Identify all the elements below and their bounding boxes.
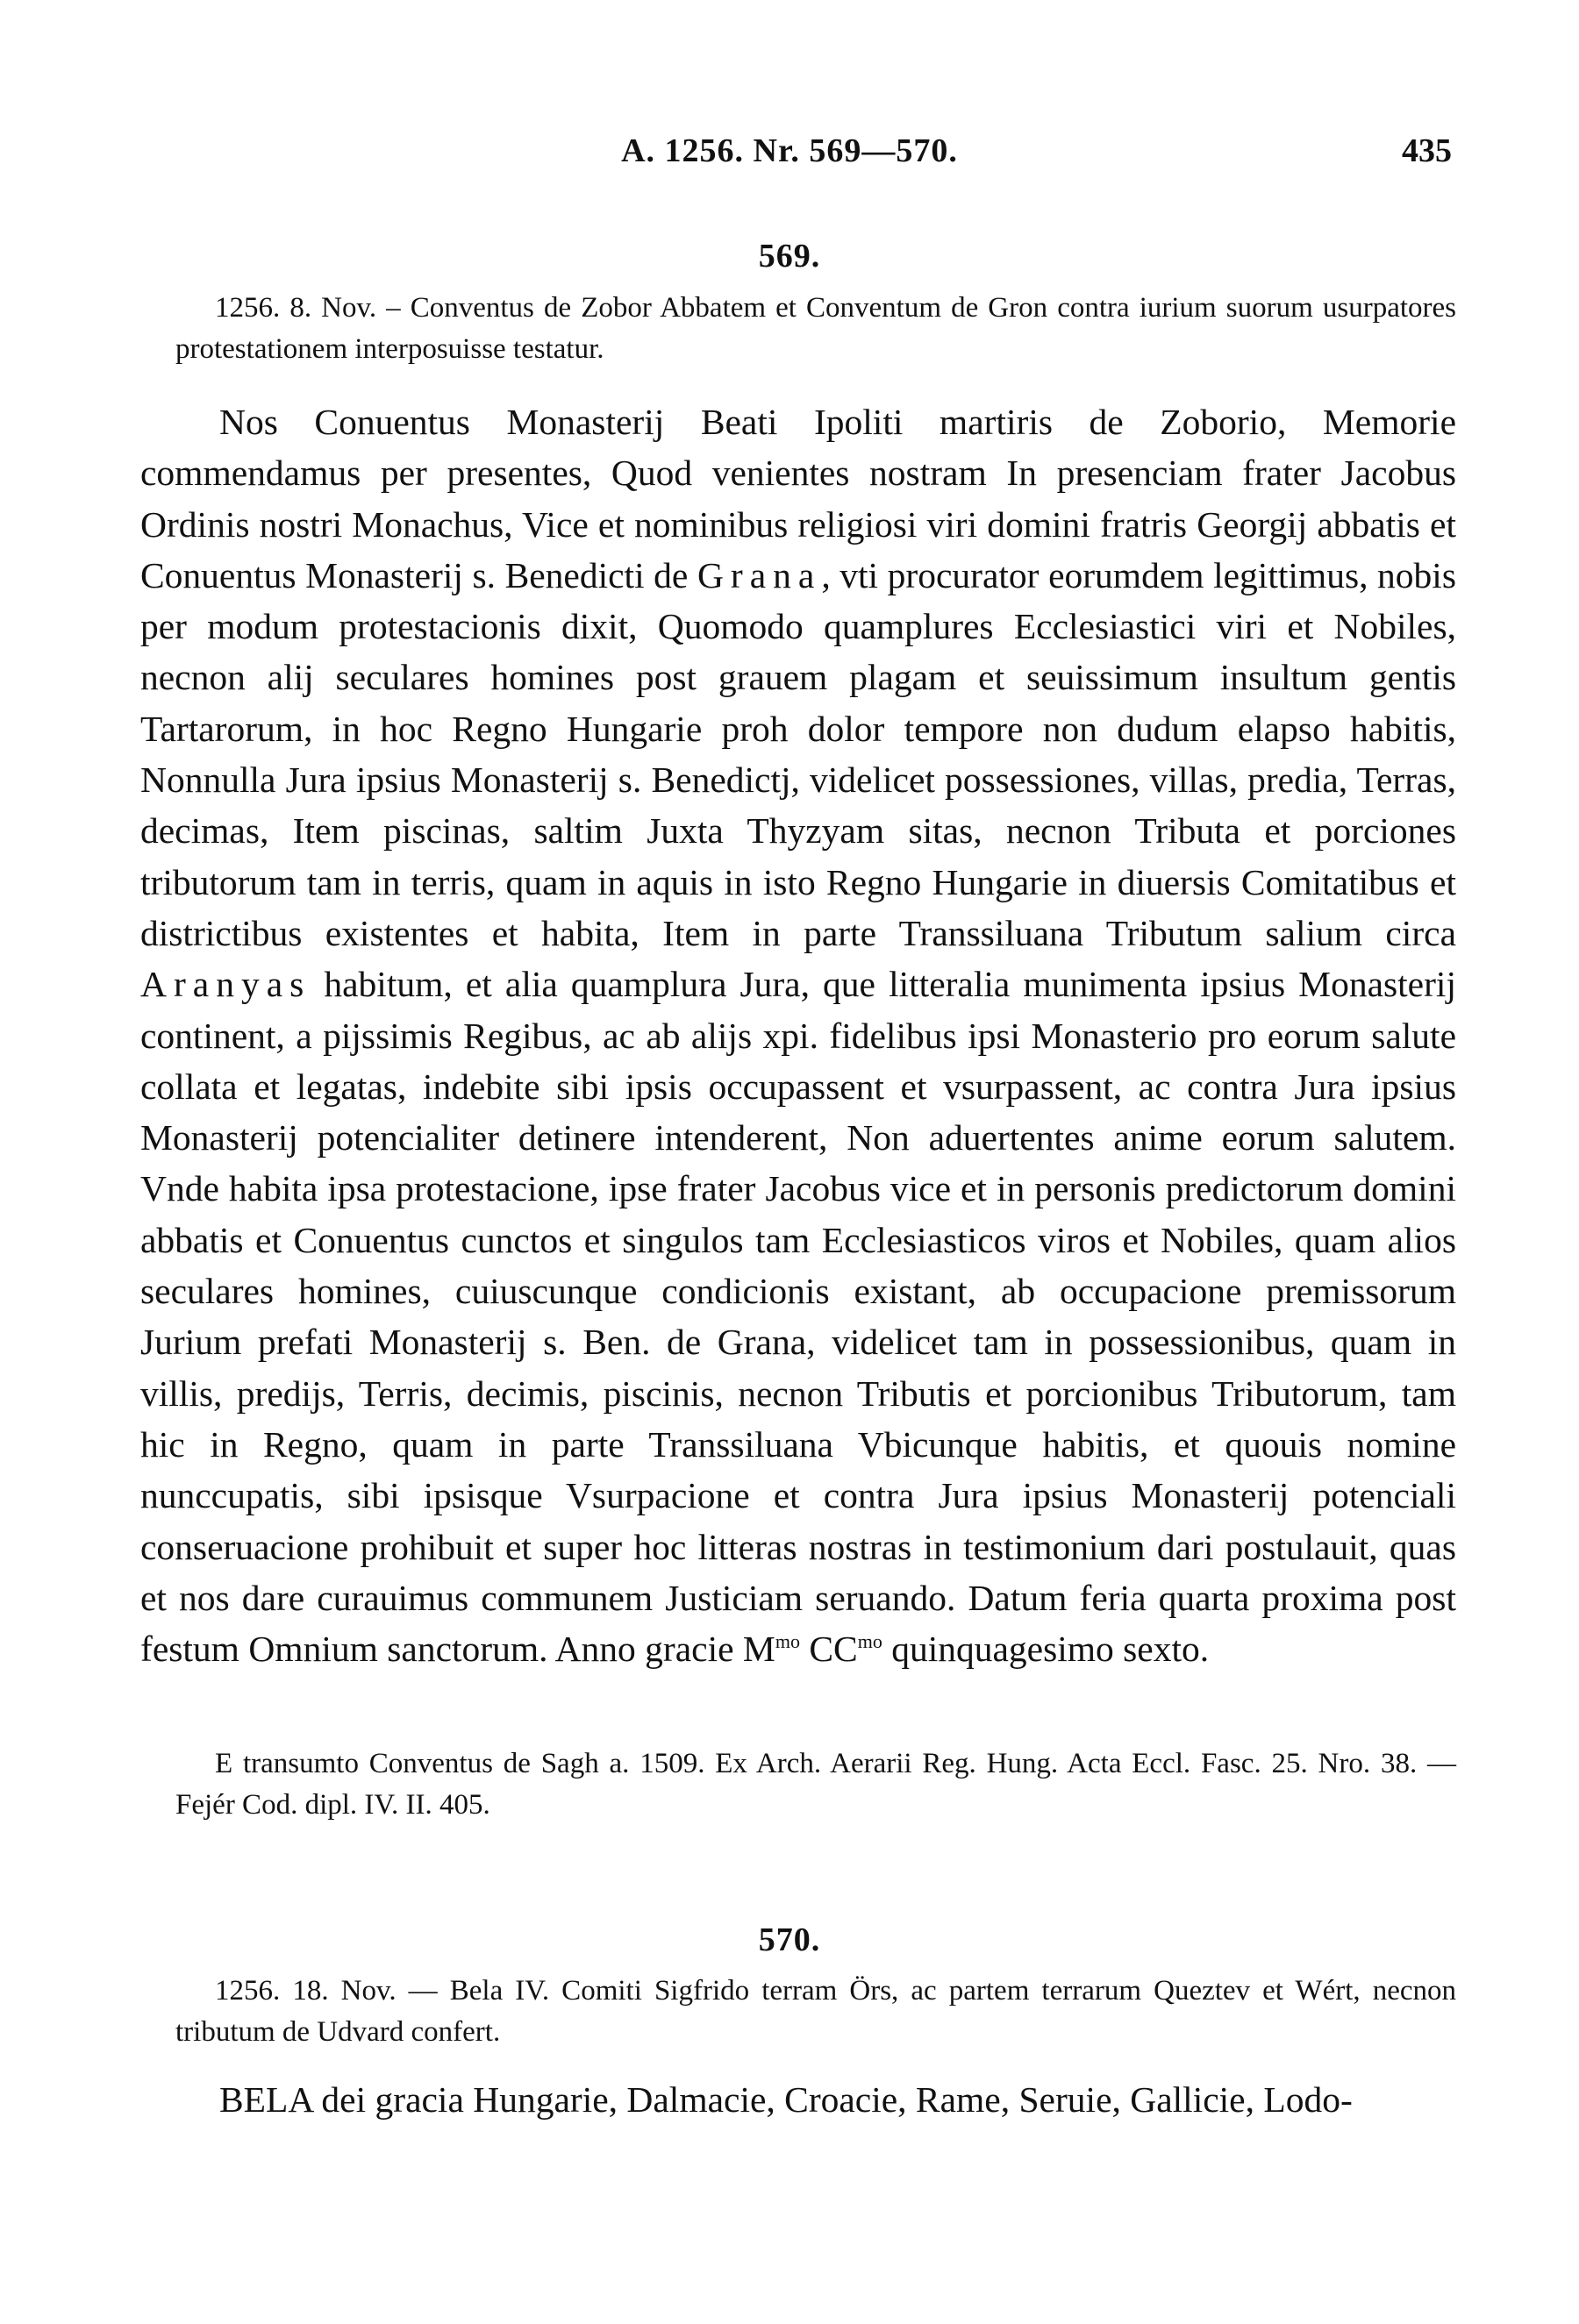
source-note-569: E transumto Conventus de Sagh a. 1509. Ex Arch. Aerarii Reg. Hung. Acta Eccl. Fasc. 25. Nro. 38. — Fejér Cod. dipl. IV. II. 405. (175, 1748, 1456, 1821)
charter-text-part: quinquagesimo sexto. (882, 1629, 1210, 1670)
charter-text-part: Nos Conuentus Monasterij Beati Ipoliti martiris de Zoborio, Memorie commendamus per presentes, Quod venientes nostram In presenciam frater Jacobus Ordinis nostri Monachus, Vice et nominibus religiosi viri domini fratris Georgij abbatis et Conuentus Monasterij s. Benedicti de (140, 402, 1456, 595)
regest-570: 1256. 18. Nov. — Bela IV. Comiti Sigfrido terram Örs, ac partem terrarum Queztev et Wért, necnon tributum de Udvard confert. (175, 1975, 1456, 2048)
running-title: A. 1256. Nr. 569—570. (621, 132, 958, 169)
page-number: 435 (1402, 132, 1452, 169)
charter-text-569 (140, 396, 1456, 1674)
charter-text-part: CC (799, 1629, 858, 1670)
document-number-569: 569. (758, 238, 821, 274)
document-number-570: 570. (758, 1921, 821, 1958)
spaced-place-name-grana: Grana (697, 554, 822, 595)
superscript-mo: mo (775, 1630, 800, 1653)
charter-text-part: habitum, et alia quamplura Jura, que litteralia munimenta ipsius Monasterij continent, a pijssimis Regibus, ac ab alijs xpi. fidelibus ipsi Monasterio pro eorum salute collata et legatas, indebite sibi ipsis occupassent et vsurpassent, ac contra Jura ipsius Monasterij potencialiter detinere intenderent, Non aduertentes anime eorum salutem. Vnde habita ipsa protestacione, ipse frater Jacobus vice et in personis predictorum domini abbatis et Conuentus cunctos et singulos tam Ecclesiasticos viros et Nobiles, quam alios seculares homines, cuiuscunque condicionis existant, ab occupacione premissorum Jurium prefati Monasterij s. Ben. de Grana, videlicet tam in possessionibus, quam in villis, predijs, Terris, decimis, piscinis, necnon Tributis et porcionibus Tributorum, tam hic in Regno, quam in parte Transsiluana Vbicunque habitis, et quouis nomine nunccupatis, sibi ipsisque Vsurpacione et contra Jura ipsius Monasterij potenciali conseruacione prohibuit et super hoc litteras nostras in testimonium dari postulauit, quas et nos dare curauimus communem Justiciam seruando. Datum feria quarta proxima post festum Omnium sanctorum. Anno gracie M (140, 964, 1456, 1670)
running-head (0, 132, 1579, 175)
regest-569: 1256. 8. Nov. – Conventus de Zobor Abbatem et Conventum de Gron contra iurium suorum usurpatores protestationem interposuisse testatur. (175, 292, 1456, 365)
charter-text-part: , vti procurator eorumdem legittimus, nobis per modum protestacionis dixit, Quomodo quamplures Ecclesiastici viri et Nobiles, necnon alij seculares homines post grauem plagam et seuissimum insultum gentis Tartarorum, in hoc Regno Hungarie proh dolor tempore non dudum elapso habitis, Nonnulla Jura ipsius Monasterij s. Benedictj, videlicet possessiones, villas, predia, Terras, decimas, Item piscinas, saltim Juxta Thyzyam sitas, necnon Tributa et porciones tributorum tam in terris, quam in aquis in isto Regno Hungarie in diuersis Comitatibus et districtibus existentes et habita, Item in parte Transsiluana Tributum salium circa (140, 554, 1456, 953)
superscript-mo: mo (857, 1630, 882, 1653)
charter-text-570: BELA dei gracia Hungarie, Dalmacie, Croacie, Rame, Seruie, Gallicie, Lodo- (219, 2079, 1353, 2120)
spaced-place-name-aranyas: Aranyas (140, 964, 311, 1005)
